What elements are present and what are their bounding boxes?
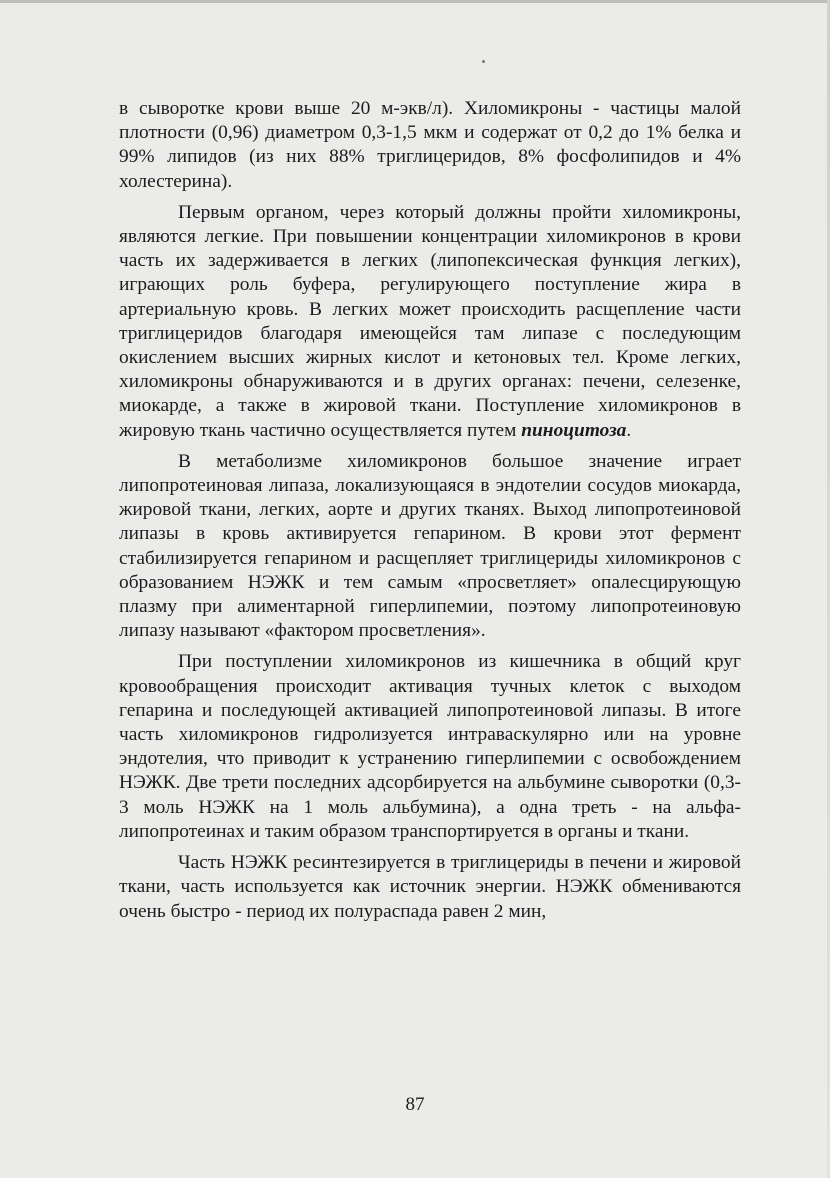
- paragraph-lipoprotein-lipase: В метаболизме хиломикронов большое значение играет липопротеиновая липаза, локализующаяся в эндотелии сосудов миокарда, жировой ткани, легких, аорте и других тканях. Выход липопротеиновой липазы в кровь активируется гепарином. В крови этот фермент стабилизируется гепарином и расщепляет триглицериды хиломикронов с образованием НЭЖК и тем самым «просветляет» опалесцирующую плазму при алиментарной гиперлипемии, поэтому липопротеиновую липазу называют «фактором просветления».: [119, 450, 741, 642]
- scan-edge-top: [0, 0, 830, 3]
- scan-speck: [482, 60, 485, 63]
- term-pinocytosis: пиноцитоза: [521, 419, 627, 441]
- paragraph-nefa-resynthesis: Часть НЭЖК ресинтезируется в триглицериды в печени и жировой ткани, часть используется как источник энергии. НЭЖК обмениваются очень быстро - период их полураспада равен 2 мин,: [119, 852, 741, 922]
- paragraph-lungs-text: Первым органом, через который должны пройти хиломикроны, являются легкие. При повышении концентрации хиломикронов в крови часть их задерживается в легких (липопексическая функция легких), играющих роль буфера, регулирующего поступление жира в артериальную кровь. В легких может происходить расщепление части триглицеридов благодаря имеющейся там липазе с последующим окислением высших жирных кислот и кетоновых тел. Кроме легких, хиломикроны обнаруживаются и в других органах: печени, селезенке, миокарде, а также в жировой ткани. Поступление хиломикронов в жировую ткань частично осуществляется путем: [119, 201, 741, 441]
- paragraph-lungs: [119, 201, 741, 443]
- page-text: [119, 97, 741, 931]
- paragraph-mast-cells: При поступлении хиломикронов из кишечника в общий круг кровообращения происходит активация тучных клеток с выходом гепарина и последующей активацией липопротеиновой липазы. В итоге часть хиломикронов гидролизуется интраваскулярно или на уровне эндотелия, что приводит к устранению гиперлипемии с освобождением НЭЖК. Две трети последних адсорбируется на альбумине сыворотки (0,3-3 моль НЭЖК на 1 моль альбумина), а одна треть - на альфа-липопротеинах и таким образом транспортируется в органы и ткани.: [119, 651, 741, 842]
- page-number: 87: [405, 1094, 425, 1115]
- paragraph-chylomicrons-composition: в сыворотке крови выше 20 м-экв/л). Хиломикроны - частицы малой плотности (0,96) диаметром 0,3-1,5 мкм и содержат от 0,2 до 1% белка и 99% липидов (из них 88% триглицеридов, 8% фосфолипидов и 4% холестерина).: [119, 98, 741, 192]
- paragraph-lungs-end: .: [626, 419, 632, 441]
